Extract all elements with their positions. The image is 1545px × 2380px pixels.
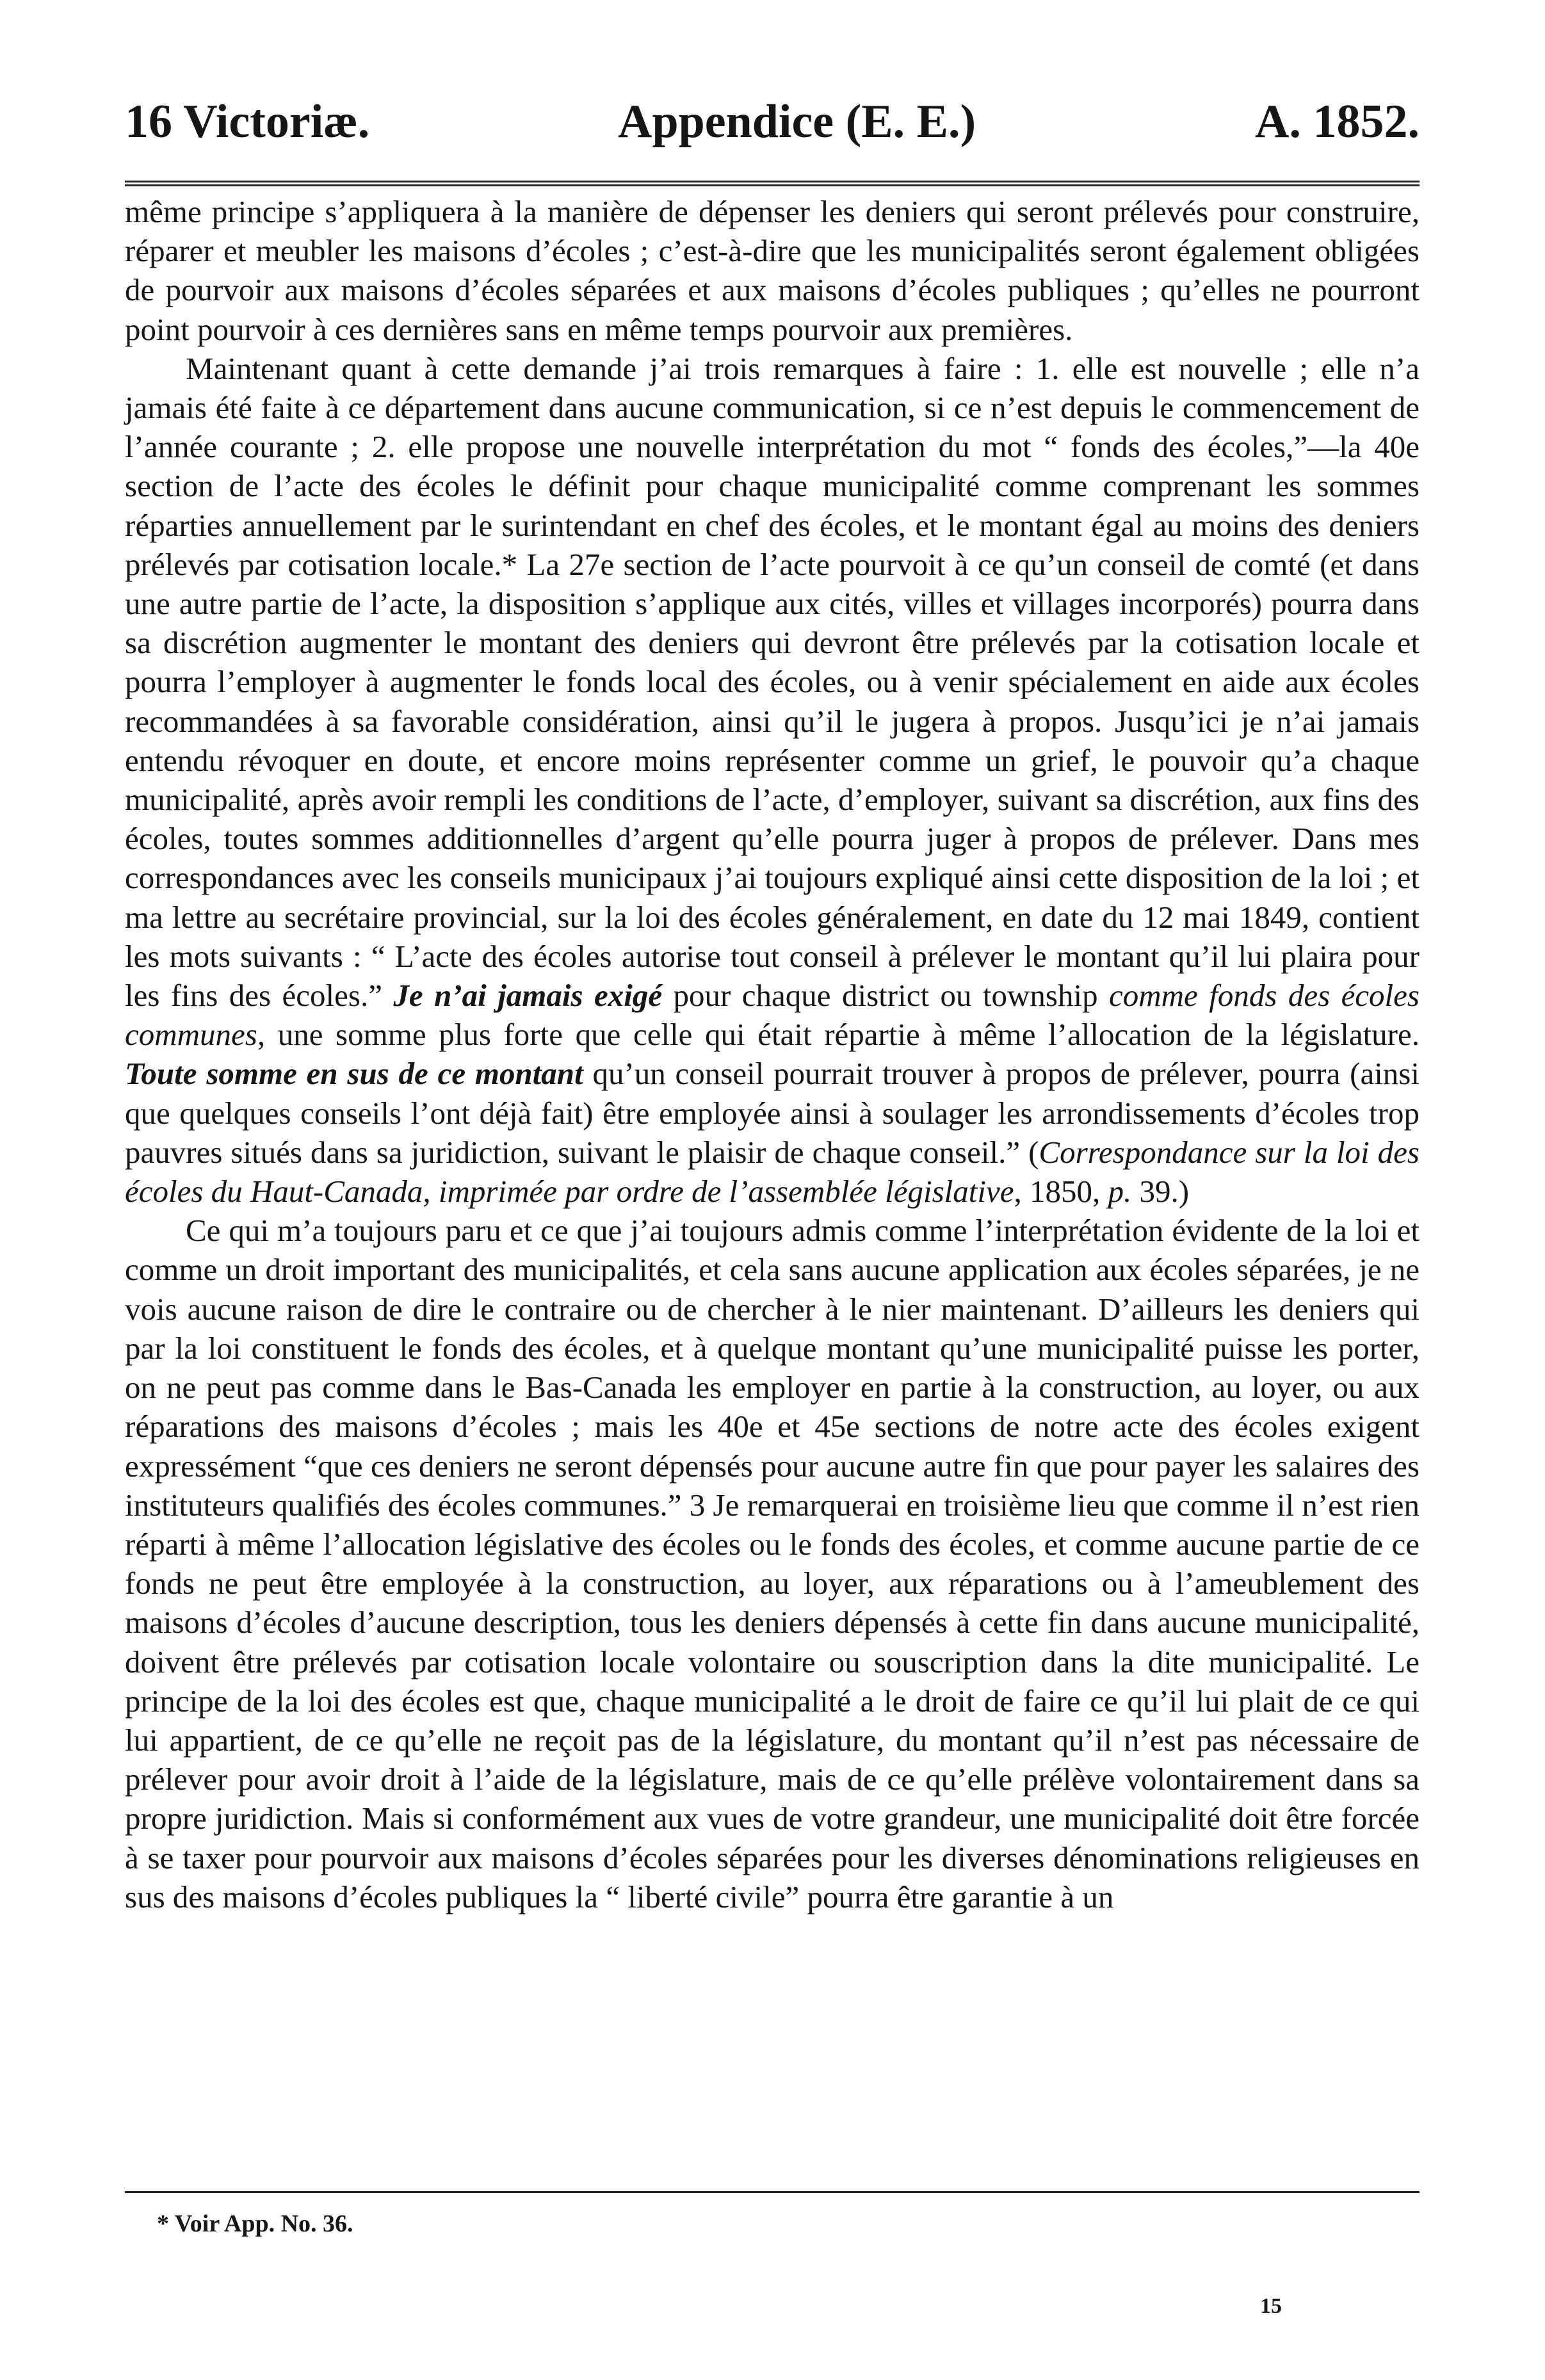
header-session: 16 Victoriæ. xyxy=(125,95,370,148)
text-run: , 1850, xyxy=(1014,1174,1108,1210)
footnote-rule xyxy=(125,2191,1420,2193)
text-run: 39.) xyxy=(1131,1174,1190,1210)
text-run: pour chaque district ou township xyxy=(662,978,1110,1014)
page-number: 15 xyxy=(1260,2294,1282,2318)
footnote: * Voir App. No. 36. xyxy=(157,2210,353,2237)
running-header xyxy=(125,90,1420,154)
paragraph-1 xyxy=(125,192,1420,349)
text-run: Ce qui m’a toujours paru et ce que j’ai toujours admis comme l’interprétation évidente de la loi et comme un droit important des municipalités, et cela sans aucune application aux écoles séparées, je ne vois aucune raison de dire le contraire ou de chercher à le nier maintenant. D’ailleurs les deniers qui par la loi constituent le fonds des écoles, et à quelque montant qu’une municipalité puisse les porter, on ne peut pas comme dans le Bas-Canada les employer en partie à la construction, au loyer, ou aux réparations des maisons d’écoles ; mais les 40e et 45e sections de notre acte des écoles exigent expressément “que ces deniers ne seront dépensés pour aucune autre fin que pour payer les salaires des instituteurs qualifiés des écoles communes.” 3 Je remarquerai en troisième lieu que comme il n’est rien réparti à même l’allocation législative des écoles ou le fonds des écoles, et comme aucune partie de ce fonds ne peut être employée à la construction, au loyer, aux réparations ou à l’ameublement des maisons d’écoles d’aucune description, tous les deniers dépensés à cette fin dans aucune municipalité, doivent être prélevés par cotisation locale volontaire ou souscription dans la dite municipalité. Le principe de la loi des écoles est que, chaque municipalité a le droit de faire ce qu’il lui plait de ce qui lui appartient, de ce qu’elle ne reçoit pas de la législature, du montant qu’il n’est pas nécessaire de prélever pour avoir droit à l’aide de la législature, mais de ce qu’elle prélève volontairement dans sa propre juridiction. Mais si conformément aux vues de votre grandeur, une municipalité doit être forcée à se taxer pour pourvoir aux maisons d’écoles séparées pour les diverses dénominations religieuses en sus des maisons d’écoles publiques la “ liberté civile” pourra être garantie à un xyxy=(125,1213,1420,1915)
text-run: Je n’ai jamais exigé xyxy=(393,978,663,1014)
text-run: p. xyxy=(1108,1174,1132,1210)
text-run: même principe s’appliquera à la manière de dépenser les deniers qui seront prélevés pour construire, réparer et meubler les maisons d’écoles ; c’est-à-dire que les municipalités seront également obligées de pourvoir aux maisons d’écoles séparées et aux maisons d’écoles publiques ; qu’elles ne pourront point pourvoir à ces dernières sans en même temps pourvoir aux premières. xyxy=(125,194,1420,347)
text-run: qu’un conseil pourrait trouver à propos de prélever, pourra (ainsi que quelques conseils l’ont déjà fait) être employée ainsi à soulager les arrondissements d’écoles trop pauvres situés dans sa juridiction, suivant le plaisir de chaque conseil.” ( xyxy=(125,1056,1420,1170)
text-run: comme fonds des écoles communes xyxy=(125,978,1420,1053)
header-double-rule xyxy=(125,181,1420,186)
paragraph-2 xyxy=(125,349,1420,1211)
text-run: Maintenant quant à cette demande j’ai trois remarques à faire : 1. elle est nouvelle ; elle n’a jamais été faite à ce département dans aucune communication, si ce n’est depuis le commencement de l’année courante ; 2. elle propose une nouvelle interprétation du mot “ fonds des écoles,”—la 40e section de l’acte des écoles le définit pour chaque municipalité comme comprenant les sommes réparties annuellement par le surintendant en chef des écoles, et le montant égal au moins des deniers prélevés par cotisation locale.* La 27e section de l’acte pourvoit à ce qu’un conseil de comté (et dans une autre partie de l’acte, la disposition s’applique aux cités, villes et villages incorporés) pourra dans sa discrétion augmenter le montant des deniers qui devront être prélevés par la cotisation locale et pourra l’employer à augmenter le fonds local des écoles, ou à venir spécialement en aide aux écoles recommandées à sa favorable considération, ainsi qu’il le jugera à propos. Jusqu’ici je n’ai jamais entendu révoquer en doute, et encore moins représenter comme un grief, le pouvoir qu’a chaque municipalité, après avoir rempli les conditions de l’acte, d’employer, suivant sa discrétion, aux fins des écoles, toutes sommes additionnelles d’argent qu’elle pourra juger à propos de prélever. Dans mes correspondances avec les conseils municipaux j’ai toujours expliqué ainsi cette disposition de la loi ; et ma lettre au secrétaire provincial, sur la loi des écoles généralement, en date du 12 mai 1849, contient les mots suivants : “ L’acte des écoles autorise tout conseil à prélever le montant qu’il lui plaira pour les fins des écoles.” xyxy=(125,350,1420,1014)
text-run: Toute somme en sus de ce montant xyxy=(125,1056,583,1092)
header-appendix: Appendice (E. E.) xyxy=(618,95,976,148)
text-run: Correspondance sur la loi des écoles du Haut-Canada, imprimée par ordre de l’assemblée législative xyxy=(125,1134,1420,1210)
header-year: A. 1852. xyxy=(1255,95,1420,148)
text-run: , une somme plus forte que celle qui était répartie à même l’allocation de la législature. xyxy=(257,1017,1420,1053)
body-text xyxy=(125,192,1420,1916)
paragraph-3 xyxy=(125,1211,1420,1916)
